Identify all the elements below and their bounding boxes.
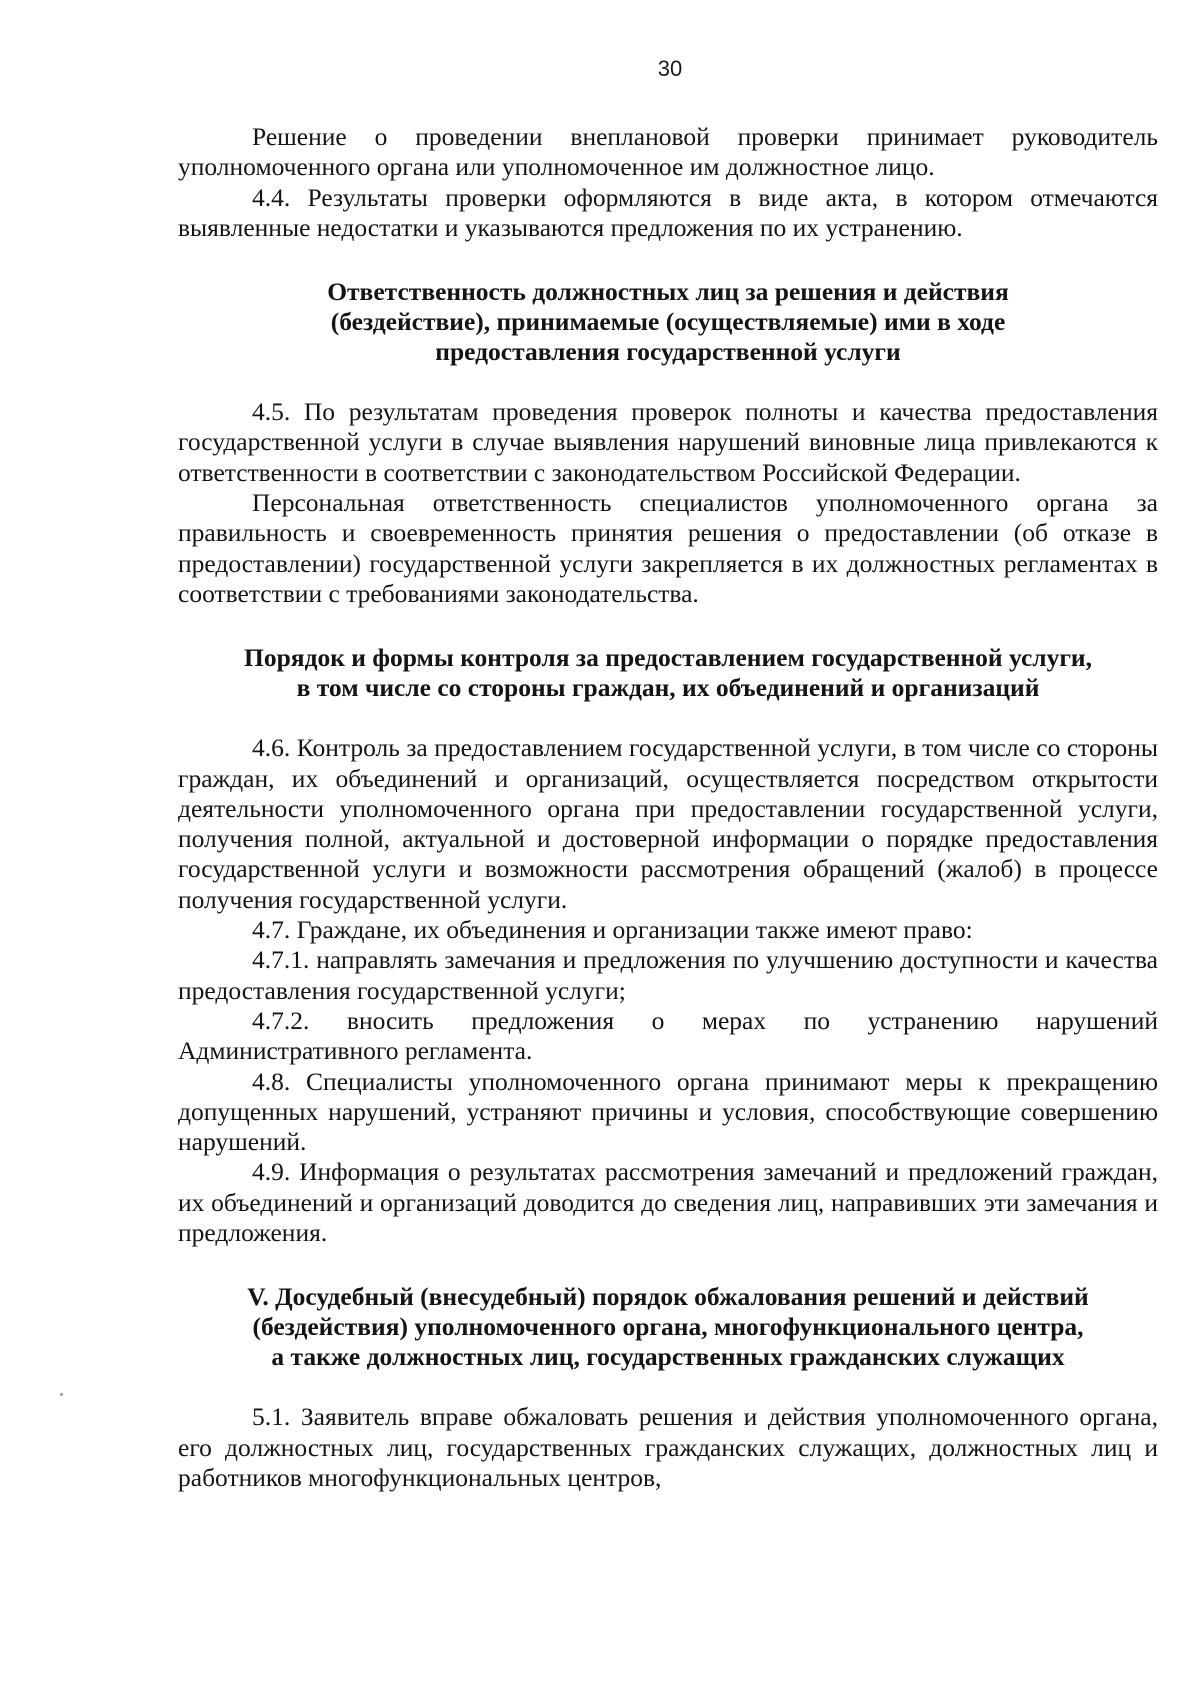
heading-line: (бездействия) уполномоченного органа, многофункционального центра, bbox=[252, 1312, 1084, 1342]
heading-line: (бездействие), принимаемые (осуществляемые) ими в ходе bbox=[330, 307, 1006, 337]
paragraph-inspection-decision: Решение о проведении внеплановой проверки принимает руководитель уполномоченного органа или уполномоченное им должностное лицо. bbox=[178, 122, 1158, 182]
paragraph-4-8: 4.8. Специалисты уполномоченного органа принимают меры к прекращению допущенных нарушений, устраняют причины и условия, способствующие совершению нарушений. bbox=[178, 1066, 1158, 1157]
document-body bbox=[178, 122, 1158, 1493]
heading-line: предоставления государственной услуги bbox=[435, 337, 901, 367]
paragraph-4-6: 4.6. Контроль за предоставлением государственной услуги, в том числе со стороны граждан, их объединений и организаций, осуществляется посредством открытости деятельности уполномоченного органа при предоставлении государственной услуги, получения полной, актуальной и достоверной информации о порядке предоставления государственной услуги и возможности рассмотрения обращений (жалоб) в процессе получения государственной услуги. bbox=[178, 733, 1158, 914]
paragraph-4-7: 4.7. Граждане, их объединения и организации также имеют право: bbox=[252, 915, 973, 945]
paragraph-personal-responsibility: Персональная ответственность специалистов уполномоченного органа за правильность и своевременность принятия решения о предоставлении (об отказе в предоставлении) государственной услуги закрепляется в их должностных регламентах в соответствии с требованиями законодательства. bbox=[178, 488, 1158, 608]
paragraph-4-5: 4.5. По результатам проведения проверок полноты и качества предоставления государственной услуги в случае выявления нарушений виновные лица привлекаются к ответственности в соответствии с законодательством Российской Федерации. bbox=[178, 397, 1158, 487]
heading-officials-responsibility bbox=[178, 277, 1158, 367]
heading-section-v bbox=[178, 1282, 1158, 1372]
page-number: 30 bbox=[657, 56, 683, 81]
paragraph-4-4: 4.4. Результаты проверки оформляются в виде акта, в котором отмечаются выявленные недостатки и указываются предложения по их устранению. bbox=[178, 182, 1158, 242]
scan-speck bbox=[60, 1393, 63, 1396]
paragraph-4-9: 4.9. Информация о результатах рассмотрения замечаний и предложений граждан, их объединений и организаций доводится до сведения лиц, направивших эти замечания и предложения. bbox=[178, 1157, 1158, 1248]
heading-line: V. Досудебный (внесудебный) порядок обжалования решений и действий bbox=[247, 1282, 1089, 1312]
heading-line: а также должностных лиц, государственных гражданских служащих bbox=[271, 1342, 1065, 1372]
heading-line: Ответственность должностных лиц за решения и действия bbox=[327, 277, 1009, 307]
heading-line: Порядок и формы контроля за предоставлением государственной услуги, bbox=[244, 643, 1092, 673]
heading-line: в том числе со стороны граждан, их объединений и организаций bbox=[296, 673, 1040, 703]
paragraph-5-1: 5.1. Заявитель вправе обжаловать решения и действия уполномоченного органа, его должностных лиц, государственных гражданских служащих, должностных лиц и работников многофункциональных центров, bbox=[178, 1402, 1158, 1492]
paragraph-4-7-1: 4.7.1. направлять замечания и предложения по улучшению доступности и качества предоставления государственной услуги; bbox=[178, 945, 1158, 1005]
paragraph-4-7-2: 4.7.2. вносить предложения о мерах по устранению нарушений Административного регламента. bbox=[178, 1005, 1158, 1066]
heading-control-procedure bbox=[178, 643, 1158, 703]
